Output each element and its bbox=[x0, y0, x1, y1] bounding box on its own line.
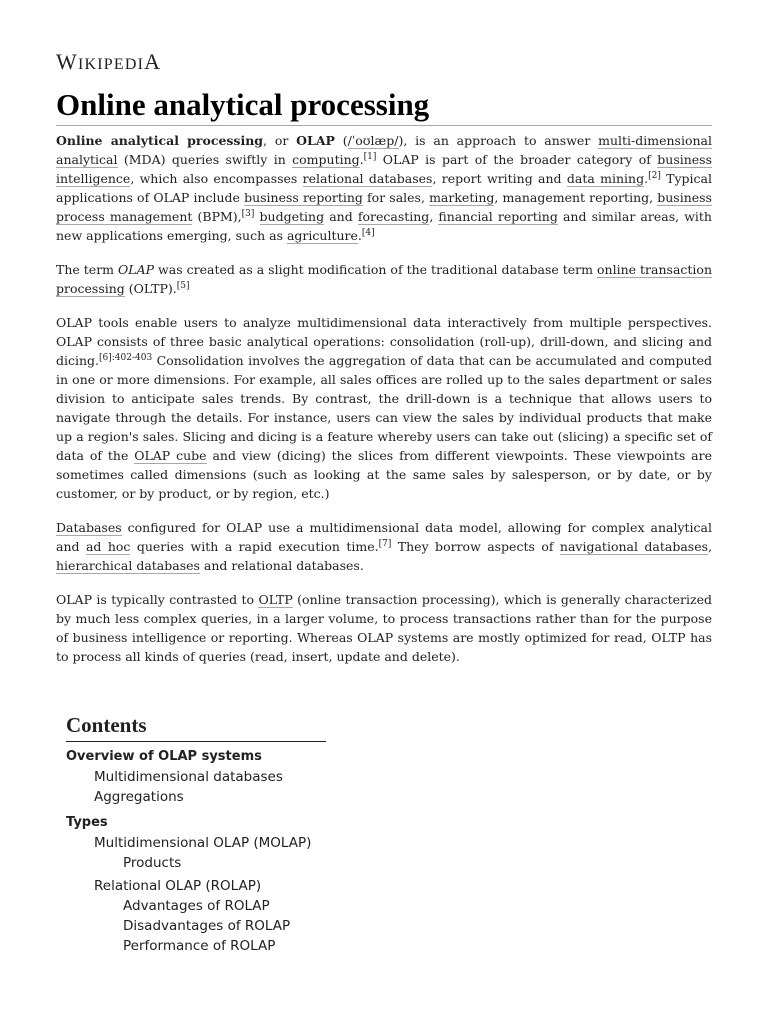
article-link[interactable]: budgeting bbox=[259, 209, 325, 224]
wikipedia-logo[interactable] bbox=[56, 49, 161, 75]
article-link[interactable]: marketing bbox=[429, 190, 495, 205]
text-run: , bbox=[429, 209, 439, 224]
toc-subsection[interactable]: Aggregations bbox=[94, 789, 184, 805]
text-run bbox=[254, 209, 259, 224]
article-link[interactable]: agriculture bbox=[286, 228, 358, 243]
article-link[interactable]: forecasting bbox=[357, 209, 430, 224]
paragraph bbox=[56, 590, 712, 666]
article-link[interactable]: OLTP bbox=[258, 592, 293, 607]
toc-subsection[interactable]: Multidimensional OLAP (MOLAP) bbox=[94, 835, 312, 851]
toc-subsubsection[interactable]: Disadvantages of ROLAP bbox=[123, 918, 291, 934]
article-body bbox=[56, 131, 712, 681]
text-run: was created as a slight modification of the traditional database term bbox=[154, 262, 598, 277]
text-run: (OLTP). bbox=[124, 281, 177, 296]
article-link[interactable]: hierarchical databases bbox=[56, 558, 200, 573]
text-run: and relational databases. bbox=[199, 558, 364, 573]
article-link[interactable]: Databases bbox=[56, 520, 122, 535]
citation-link[interactable]: [5] bbox=[176, 280, 190, 291]
text-run: queries with a rapid execution time. bbox=[130, 539, 379, 554]
bold-term: Online analytical processing bbox=[56, 133, 264, 148]
text-run: Consolidation involves the aggregation of data that can be accumulated and computed in one or more dimensions. For example, all sales offices are rolled up to the sales department or sales division to anticipate sales trends. By contrast, the drill-down is a technique that allows users to navigate through the details. For instance, users can view the sales by individual products that make up a region's sales. Slicing and dicing is a feature whereby users can take out (slicing) a specific set of data of the bbox=[56, 353, 712, 463]
paragraph bbox=[56, 518, 712, 575]
text-run: and view (dicing) the slices from different viewpoints. These viewpoints are sometimes called dimensions (such as looking at the same sales by salesperson, or by date, or by customer, or by product, or by region, etc.) bbox=[56, 448, 712, 501]
text-run: OLAP is part of the broader category of bbox=[376, 152, 658, 167]
toc-subsection[interactable]: Relational OLAP (ROLAP) bbox=[94, 878, 262, 894]
article-link[interactable]: data mining bbox=[566, 171, 645, 186]
paragraph bbox=[56, 260, 712, 298]
article-link[interactable]: relational databases bbox=[302, 171, 433, 186]
text-run: They borrow aspects of bbox=[391, 539, 560, 554]
article-link[interactable]: multi-dimensional analytical bbox=[56, 133, 712, 167]
toc-section[interactable]: Types bbox=[66, 815, 108, 830]
article-link[interactable]: business process management bbox=[56, 190, 712, 224]
citation-link[interactable]: [4] bbox=[361, 227, 375, 238]
text-run: , management reporting, bbox=[494, 190, 658, 205]
toc-subsection[interactable]: Multidimensional databases bbox=[94, 769, 283, 785]
article-link[interactable]: OLAP cube bbox=[134, 448, 207, 463]
text-run: for sales, bbox=[362, 190, 430, 205]
paragraph bbox=[56, 131, 712, 245]
toc-title: Contents bbox=[66, 711, 326, 742]
paragraph bbox=[56, 313, 712, 503]
text-run: OLAP is typically contrasted to bbox=[56, 592, 259, 607]
text-run: and bbox=[324, 209, 358, 224]
text-run: (MDA) queries swiftly in bbox=[117, 152, 293, 167]
text-run: The term bbox=[56, 262, 119, 277]
page-title: Online analytical processing bbox=[56, 87, 430, 122]
table-of-contents bbox=[66, 711, 326, 956]
toc-subsubsection[interactable]: Performance of ROLAP bbox=[123, 938, 276, 954]
citation-link[interactable]: [6]:402-403 bbox=[99, 352, 153, 363]
article-link[interactable]: financial reporting bbox=[438, 209, 558, 224]
text-run: Typical applications of OLAP include bbox=[56, 171, 712, 205]
text-run: ), is an approach to answer bbox=[398, 133, 599, 148]
article-link[interactable]: business reporting bbox=[244, 190, 363, 205]
text-run: (online transaction processing), which is generally characterized by much less complex queries, in a larger volume, to process transactions rather than for the purpose of business intelligence or reporting. Whereas OLAP systems are mostly optimized for read, OLTP has to process all kinds of queries (read, insert, update and delete). bbox=[56, 592, 712, 664]
article-link[interactable]: online transaction processing bbox=[56, 262, 713, 296]
article-link[interactable]: computing bbox=[292, 152, 360, 167]
toc-section[interactable]: Overview of OLAP systems bbox=[66, 749, 262, 764]
text-run: , bbox=[708, 539, 712, 554]
bold-term: OLAP bbox=[296, 133, 335, 148]
text-run: OLAP tools enable users to analyze multidimensional data interactively from multiple perspectives. OLAP consists of three basic analytical operations: consolidation (roll-up), drill-down, and slicing and dicing. bbox=[56, 315, 712, 368]
text-run: , or bbox=[263, 133, 297, 148]
citation-link[interactable]: [3] bbox=[241, 208, 255, 219]
citation-link[interactable]: [7] bbox=[378, 538, 392, 549]
text-run: (BPM), bbox=[192, 209, 242, 224]
wikipedia-wordmark: WIKIPEDIA bbox=[56, 49, 162, 74]
citation-link[interactable]: [2] bbox=[648, 170, 661, 181]
toc-subsubsection[interactable]: Advantages of ROLAP bbox=[123, 898, 270, 914]
text-run: . bbox=[644, 171, 649, 186]
article-link[interactable]: ad hoc bbox=[85, 539, 131, 554]
article-link[interactable]: navigational databases bbox=[559, 539, 709, 554]
article-link[interactable]: /ˈoʊlæp/ bbox=[347, 133, 399, 148]
italic-term: OLAP bbox=[118, 262, 155, 277]
toc-list bbox=[66, 742, 326, 956]
title-divider bbox=[56, 125, 712, 126]
text-run: , which also encompasses bbox=[130, 171, 303, 186]
text-run: , report writing and bbox=[432, 171, 567, 186]
article-link[interactable]: business intelligence bbox=[56, 152, 713, 186]
toc-subsubsection[interactable]: Products bbox=[123, 855, 182, 871]
text-run: configured for OLAP use a multidimensional data model, allowing for complex analytical and bbox=[56, 520, 712, 554]
text-run: . bbox=[359, 152, 364, 167]
text-run: ( bbox=[334, 133, 348, 148]
text-run: . bbox=[357, 228, 362, 243]
text-run: and similar areas, with new applications emerging, such as bbox=[56, 209, 712, 243]
citation-link[interactable]: [1] bbox=[363, 151, 377, 162]
